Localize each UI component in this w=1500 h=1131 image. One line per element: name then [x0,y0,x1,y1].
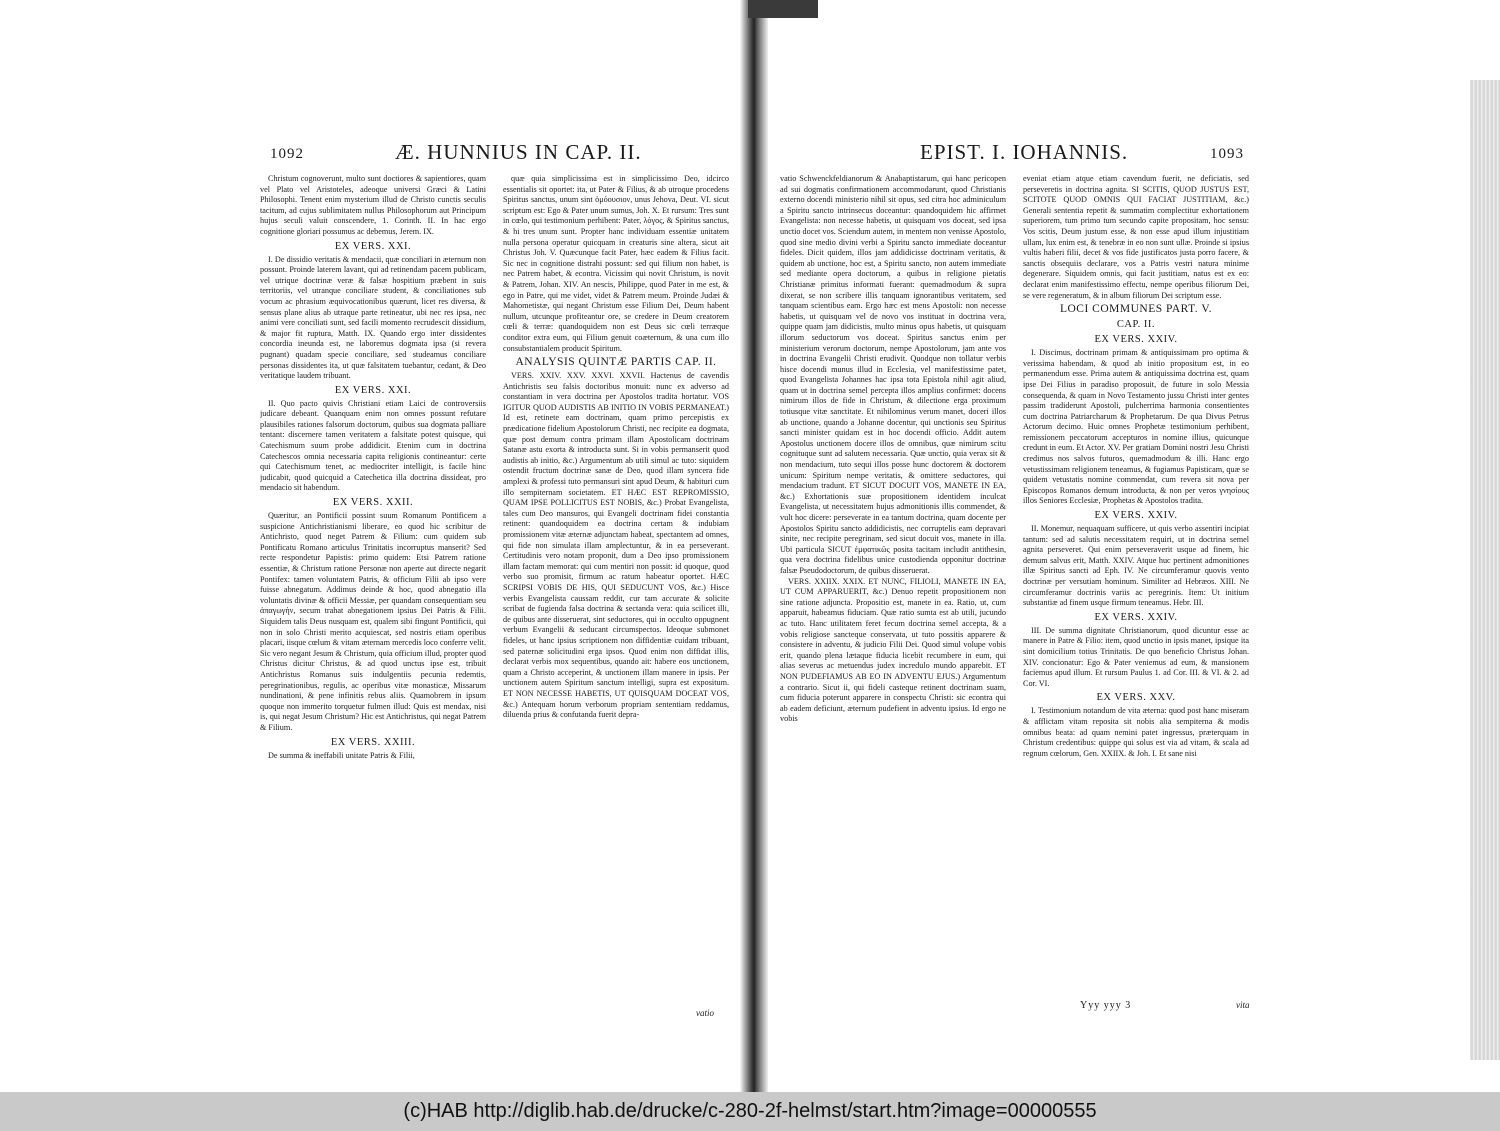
right-page [780,140,1250,1020]
gutter-shadow [748,0,818,18]
signature-mark: Yyy yyy 3 [1080,1000,1132,1011]
section-heading: CAP. II. [1116,319,1156,331]
section-heading: EX VERS. XXII. [332,497,414,509]
body-paragraph: eveniat etiam atque etiam cavendum fuerit, ne deficiatis, sed perseveretis in doctrina agnita. SI SCITIS, QUOD JUSTUS EST, SCITOTE QUOD OMNIS QUI FACIAT JUSTITIAM, &c.) Generali sententia repetit & summatim complectitur exhortationem superiorem, tum primo tum secundo capite propositam, hoc sensu: Vos scitis, Deum justum esse, & non esse apud illum injustitiam ullam, lux enim est, & tenebræ in eo non sunt ullæ. Proinde si ipsius vultis haberi filii, decet & vos fide justificatos justa porro facere, & sanctis obsequiis declarare, vos a Patris vestri natura minime degenerare. Siquidem omnis, qui facit justitiam, natus est ex eo: declarat enim manifestissimo effectu, nempe operibus filiorum Dei, se vere regeneratum, & in album filiorum Dei scriptum esse. [1023,174,1249,300]
body-paragraph: I. Discimus, doctrinam primam & antiquissimam pro optima & verissima habendam, & quod ab initio propositum est, in eo permanendum esse. Prima autem & antiquissima doctrina est, quam ipse Dei Filius in paradiso proposuit, de future in solo Messia consequenda, & quam in Novo Testamento jussu Christi inter gentes passim tradiderunt Apostoli, pulcherrima harmonia consentientes cum doctrina Patriarcharum & Prophetarum. De qua Divus Petrus Actorum decimo. Huic omnes Prophetæ testimonium perhibent, remissionem peccatorum accepturos in nomine illius, quicunque credunt in eum. Et Actor. XV. Per gratiam Domini nostri Jesu Christi credimus nos salvos futuros, quemadmodum & illi. Hanc ergo vetustissimam religionem teneamus, & fugiamus Papisticam, quæ se quidem vetustatis nomine commendat, cum revera sit nova per Episcopos Romanos demum introducta, & non per veros γνησίους illos Seniores Ecclesiæ, Prophetas & Apostolos tradita. [1023,348,1249,506]
body-paragraph: Quæritur, an Pontificii possint suum Romanum Pontificem a suspicione Antichristianismi liberare, eo quod hic scribitur de Antichristo, quod neget Patrem & Filium: cum quidem sub Pontificatu Romano articulus Trinitatis incorruptus manserit? Sed recte respondetur Papistis: primo quidem: Etsi Patrem ratione essentiæ, & Christum ratione Personæ non aperte aut directe negarit Pontifex: tamen voluntatem Patris, & officium Filii ab ipso vere fuisse abnegatum. Addimus deinde & hoc, quod abnegatio illa voluntatis divinæ & officii Messiæ, per quandam consequentiam seu ἀπαγωγὴν, secum trahat abnegationem ipsius Dei Patris & Filii. Siquidem talis Deus nusquam est, qualem sibi fingunt Pontificii, qui non in solo Christi merito acquiescat, sed nostris etiam operibus placari, iisque cœlum & vitam æternam mercedis loco conferre velit. Sic vero negant Jesum & Christum, quia officium illud, propter quod Christus dicitur Christus, & ad quod unctus ipse est, tribuit Antichristus Romanus suis indulgentiis pecunia redemtis, peregrinationibus, regulis, ac operibus vitæ monasticæ, Missarum nundinationi, & pene infinitis rebus aliis. Quamobrem in ipsum quoque non immerito torquetur fulmen illud: Quis est mendax, nisi is, qui negat Jesum Christum? Hic est Antichristus, qui negat Patrem & Filium. [260,511,486,732]
right-page-title: EPIST. I. IOHANNIS. [920,140,1129,164]
body-paragraph: quæ quia simplicissima est in simplicissimo Deo, idcirco essentialis sit oportet: ita, ut Pater & Filius, & ab utroque procedens Spiritus sanctus, unum sint ὁμόουσιον, unus Jehova, Deut. VI. sicut scriptum est: Ego & Pater unum sumus, Joh. X. Et rursum: Tres sunt in cœlo, qui testimonium perhibent: Pater, λόγος, & Spiritus sanctus, & hi tres unum sunt. Propter hanc individuam essentiæ unitatem nulla persona operatur quicquam in creaturis sine altera, sicut ait Christus Joh. V. Quæcunque facit Pater, hæc eadem & Filius facit. Sic nec in cognitione distrahi possunt: sed qui filium non habet, is nec Patrem habet, & econtra. Vicissim qui novit Christum, is novit & Patrem, Johan. XIV. An nescis, Philippe, quod Pater in me est, & ego in Patre, qui me videt, videt & Patrem meum. Proinde Judæi & Mahometistæ, qui negant Christum esse Filium Dei, Deum habent nullum, utcunque profiteantur ore, se credere in Deum creatorem cœli & terræ: quandoquidem non est Deus sic cœli terræque conditor extra eum, qui Filium genuit coæternum, & una cum illo consubstantialem producit Spiritum. [503,174,729,353]
section-heading: EX VERS. XXI. [334,240,412,252]
body-paragraph: De summa & ineffabili unitate Patris & Filii, [268,750,415,760]
body-paragraph: vatio Schwenckfeldianorum & Anabaptistarum, qui hanc pericopen ad sui dogmatis confirmationem accommodarunt, quod Christianis externo docendi ministerio nihil sit opus, sed citra hoc adminiculum a Spiritu sancto intrinsecus doceantur: quandoquidem hic affirmet Evangelista: non necesse habetis, ut quisquam vos doceat, sed ipsa unctio docet vos. Sciendum autem, in mentem non venisse Apostolo, quod sine medio divini verbi a Spiritu sancto immediate doceantur fideles. Dicit quidem, illos jam addidicisse doctrinam veritatis, & quidem ab unctione, hoc est, a Spiritu sancto, non autem immediate sed mediante opera doctorum, a quibus in religione pietatis Christianæ primitus informati fuerant: quemadmodum & supra dixerat, se non scribere illis tanquam ignorantibus veritatem, sed tanquam scientibus eam. Ergo hæc est mens Apostoli: non necesse habetis, ut quisquam vel de novo vos instituat in doctrina vera, quippe quam jam didicistis, multo minus opus habetis, ut quisquam illorum seductorum vos doceat. Spiritus sanctus enim per ministerium verorum doctorum, nempe Apostolorum, jam ante vos in doctrina Evangelii Christi erudivit. Quodque non tollatur verbis hisce docendi munus illud in Ecclesia, vel manifestissime patet, quod Evangelista Johannes hac ipsa tota Epistola nihil agit aliud, quam ut in doctrina semel percepta illos amplius confirmet: docens nimirum illos de fide in Christum, & dilectione erga proximum totiusque vitæ sanctitate. Et nihilominus verum manet, doceri illos ab unctione, quando a Johanne docentur, qui unctionis seu Spiritus sancti minister quidam est in hoc docendi officio. Addit autem Apostolus unctionem docere illos de omnibus, quæ nimirum scitu cognituque sunt ad salutem necessaria. Quæ unctio, quia verax sit & non mendacium, tuto sequi illos posse hunc doctorem & doctorem unicum: Spiritum nempe veritatis, & omittere seductores, qui mendacium tradunt. ET SICUT DOCUIT VOS, MANETE IN EA, &c.) Exhortationis suæ propositionem identidem inculcat Evangelista, ut necessitatem hujus admonitionis illis commendet, & vult hoc dicere: perseverate in ea tantum doctrina, quam docente per Apostolos Spiritu sancto addidicistis, nec corruptelis eam depravari sinite, nec recipite peregrinam, sed sicut docuit vos, manete in illa. Ubi particula SICUT ἐμφατικῶς posita tacitam includit antithesin, qua vera doctrina fidelibus unice custodienda opponitur doctrinæ falsæ Pseudodoctorum, de quibus disseruerat. [780,174,1006,575]
section-heading: LOCI COMMUNES PART. V. [1059,303,1213,316]
body-paragraph: I. De dissidio veritatis & mendacii, quæ conciliari in æternum non possunt. Proinde laterem lavant, qui ad retinendam pacem publicam, vel utrique doctrinæ veræ & falsæ hospitium præbent in suis territoriis, vel utranque conciliare student, & conciliationes sub vocum ac phrasium æquivocationibus quærunt, licet res diversa, & sensus plane alius ab utraque parte retineatur, ubi nec res ipsa, nec animi vere conciliati sunt, sed facili momento recrudescit dissidium, & major fit ruptura, Matth. IX. Quando ergo inter dissidentes concordia ineunda est, ne laboremus dogmata ipsa (si revera pugnant) quadam specie conciliare, sed studeamus conciliare personas dissidentes ita, ut quæ falsitatem tuebantur, cedant, & Deo veritatique laudem tribuant. [260,254,486,381]
copyright-url-bar [0,1092,1500,1131]
right-catchword: vita [1236,1000,1250,1010]
body-paragraph: VERS. XXIV. XXV. XXVI. XXVII. Hactenus de cavendis Antichristis seu falsis doctoribus monuit: nunc ex adverso ad constantiam in vera doctrina per Apostolos tradita hortatur. VOS IGITUR QUOD AUDISTIS AB INITIO IN VOBIS PERMANEAT.) Id est, retinete eam doctrinam, quam primo percepistis ex prædicatione fidelium Apostolorum Christi, nec recipite ea dogmata, quæ post demum contra primam illam Apostolicam doctrinam Satanæ astu exorta & introducta sunt. Si in vobis permanserit quod audistis ab initio, &c.) Argumentum ab utili simul ac tuto: siquidem ostendit fructum doctrinæ sanæ de Deo, quod illam syncera fide amplexi & professi tuto permansuri sint apud Deum, & habituri cum illo sempiternam societatem. ET HÆC EST REPROMISSIO, QUAM IPSE POLLICITUS EST NOBIS, &c.) Probat Evangelista, tales cum Deo mansuros, qui Evangeli doctrinam fidei constantia retinent: quandoquidem ea doctrina certam & indubiam promissionem vitæ æternæ adjunctam habeat, spectantem ad omnes, qui fide non simulata illam amplectuntur, & in ea perseverant. Certitudinis vero notam proponit, dum a Deo ipso promissionem illam factam memorat: qui cum mentiri non possit: id quoque, quod verbo suo promisit, firmum ac ratum habeatur oportet. HÆC SCRIPSI VOBIS DE HIS, QUI SEDUCUNT VOS, &c.) Hisce verbis Evangelista caussam reddit, cur tam accurate & solicite scribat de fugienda falsa doctrina & sectanda vera: quia scilicet illi, de quibus ante disseruerat, sint seductores, qui in occulto oppugnent verbum Evangelii & seducant circumspectos. Ideoque submonet fideles, ut hanc ipsius scriptionem non diffidentiæ cuidam tribuant, sed paternæ solicitudini erga ipsos. Quod enim non diffidat illis, declarat verbis mox sequentibus, quando ait: habere eos unctionem, quam a Christo acceperint, & unctionem illam manere in ipsis. Per unctionem autem Spiritum sanctum intelligi, supra est expositum. ET NON NECESSE HABETIS, UT QUISQUAM DOCEAT VOS, &c.) Antequam horum verborum propriam sententiam reddamus, diluenda prius & confutanda fuerit depra- [503,371,729,720]
left-running-head [260,140,730,170]
right-folio: 1093 [1210,146,1244,162]
body-paragraph: II. Quo pacto quivis Christiani etiam Laici de controversiis judicare debeant. Quanquam enim non omnes possunt refutare plausibiles rationes falsorum doctorum, quibus sua dogmata palliare tentant: discernere tamen veritatem a falsitate potest quisque, qui Catechismum suum probe addidicit. Etenim cum in doctrina Catechescos omnia necessaria capita religionis contineantur: certe qui Catechismum tenet, ac mediocriter intelligit, is facile hinc judicabit, quod quicquid a Catechetica illa doctrina dissideat, pro mendacio sit habendum. [260,398,486,493]
body-paragraph: I. Testimonium notandum de vita æterna: quod post hanc miseram & afflictam vitam reposita sit nobis alia sempiterna & modis omnibus beata: ad quam nemini patet ingressus, præterquam in Christum credentibus: quippe qui solus est via ad vitam, & scala ad regnum cœlorum, Gen. XXIIX. & Joh. I. Et sane nisi [1023,706,1249,758]
right-column-2 [1023,174,1249,1014]
right-column-1 [780,174,1006,1014]
left-column-2 [503,174,729,1014]
section-heading: ANALYSIS QUINTÆ PARTIS CAP. II. [515,356,717,369]
body-paragraph: III. De summa dignitate Christianorum, quod dicuntur esse ac manere in Patre & Filio: item, quod unctio in ipsis manet, ipsique ita sint domicilium totius Trinitatis. De quo beneficio Christus Johan. XIV. concionatur: Ego & Pater veniemus ad eum, & mansionem faciemus apud illum. Et rursum Paulus 1. ad Cor. III. & VI. & 2. ad Cor. VI. [1023,625,1249,688]
left-column-1 [260,174,486,1014]
body-paragraph: Christum cognoverunt, multo sunt doctiores & sapientiores, quam vel Plato vel Aristoteles, adeoque universi Græci & Latini Philosophi. Tenent enim mysterium illud de Christo cunctis seculis tacitum, ad cujus sublimitatem nullus Philosophorum aut Principum hujus seculi valuit conscendere, 1. Corinth. II. In hac ergo cognitione gloriari possumus ac debemus, Jerem. IX. [260,174,486,236]
section-heading: EX VERS. XXIV. [1094,334,1178,346]
body-paragraph: II. Monemur, nequaquam sufficere, ut quis verbo assentiri incipiat tantum: sed ad salutis necessitatem requiri, ut in doctrina semel agnita perseveret. Qui enim perseveraverit usque ad finem, hic demum salvus erit, Matth. XXIV. Atque huc pertinent admonitiones illæ Spiritus sancti ad Eph. IV. Ne circumferamur quovis vento doctrinæ per versutiam hominum. Similiter ad Hebræos. XIII. Ne circumferamur doctrinis variis ac peregrinis. Item: Ut initium substantiæ ad finem usque firmum teneamus. Hebr. III. [1023,524,1249,608]
left-page [260,140,730,1020]
left-folio: 1092 [270,146,304,162]
section-heading: EX VERS. XXIII. [330,736,416,748]
section-heading: EX VERS. XXI. [334,384,412,396]
book-gutter [740,0,768,1092]
right-running-head [780,140,1250,170]
section-heading: EX VERS. XXIV. [1094,611,1178,623]
section-heading: EX VERS. XXV. [1096,692,1176,704]
copyright-url-text: (c)HAB http://diglib.hab.de/drucke/c-280-2f-helmst/start.htm?image=00000555 [403,1100,1097,1122]
body-paragraph: VERS. XXIIX. XXIX. ET NUNC, FILIOLI, MANETE IN EA, UT CUM APPARUERIT, &c.) Denuo repetit propositionem non sine ratione adjuncta. Propositio est, manete in ea. Ratio, ut, cum apparuit, habeamus fiduciam. Quæ ratio sumta est ab utili, jucundo ac tuto. Hanc utilitatem feret fecum doctrina semel accepta, & a vobis religiose sancteque conservata, ut tuto possitis apparere & consistere in adventu, & judicio Filii Dei. Quod simul volupe vobis erit, quando plena lætaque fiducia licebit recumbere in eum, qui alias severus ac metuendus judex incredulo mundo apparebit. ET NON PUDEFIAMUS AB EO IN ADVENTU EJUS.) Argumentum a contrario. Sicut ii, qui fideli casteque retinent doctrinam suam, cum fiducia poterunt apparere in conspectu Christi: sic econtra qui ab eadem deficiunt, æternum pudefient in adventu ipsius. Id ergo ne vobis [780,576,1006,724]
left-catchword: vatio [696,1008,714,1018]
left-page-title: Æ. HUNNIUS IN CAP. II. [395,140,642,164]
page-edge [1470,80,1500,1060]
section-heading: EX VERS. XXIV. [1094,510,1178,522]
